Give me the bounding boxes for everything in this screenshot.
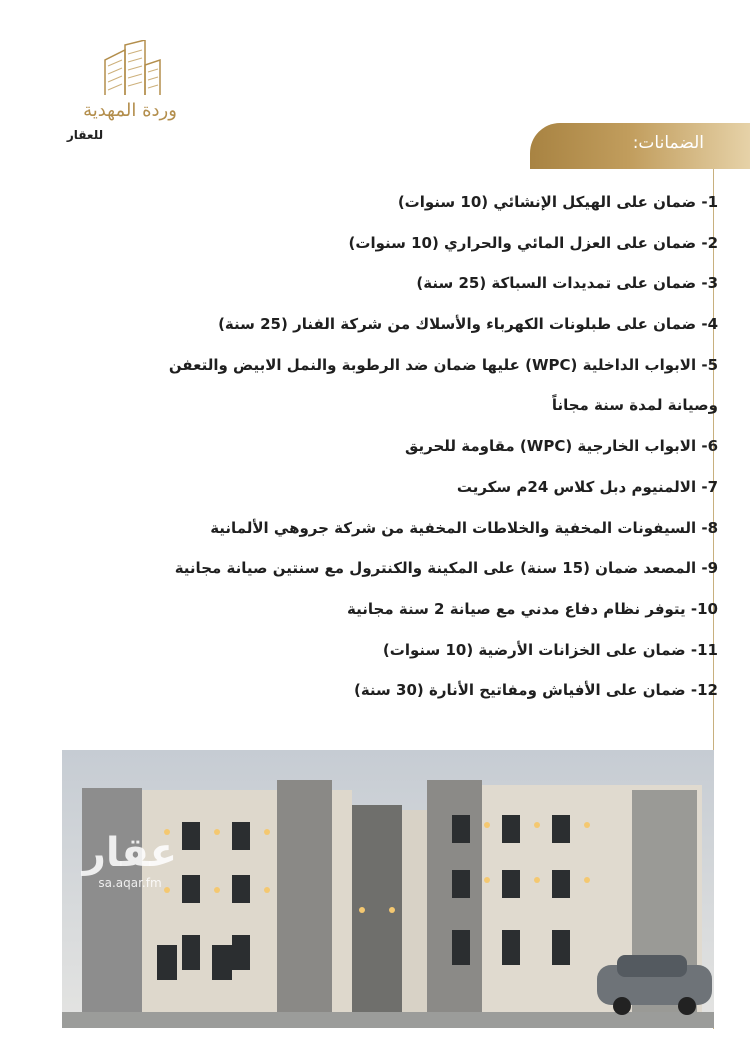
list-item: 10- يتوفر نظام دفاع مدني مع صيانة 2 سنة مجانية [347, 599, 718, 618]
building-logo-icon [100, 40, 170, 100]
section-header [530, 123, 750, 169]
list-item: 8- السيفونات المخفية والخلاطات المخفية من شركة جروهي الألمانية [210, 518, 718, 537]
company-logo [40, 40, 190, 150]
section-title: الضمانات: [632, 133, 704, 153]
watermark-url: sa.aqar.fm [98, 876, 162, 890]
logo-subtitle: للعقار [66, 128, 104, 142]
list-item: 2- ضمان على العزل المائي والحراري (10 سنوات) [348, 233, 718, 252]
watermark-brand: عقار [82, 830, 178, 876]
logo-name: وردة المهدية [83, 100, 177, 121]
list-item: 6- الابواب الخارجية (WPC) مقاومة للحريق [405, 437, 718, 456]
list-item: 1- ضمان على الهيكل الإنشائي (10 سنوات) [397, 193, 718, 211]
list-item: 11- ضمان على الخزانات الأرضية (10 سنوات) [382, 640, 718, 659]
list-item: وصيانة لمدة سنة مجاناً [551, 396, 718, 415]
list-item: 9- المصعد ضمان (15 سنة) على المكينة والكنترول مع سنتين صيانة مجانية [174, 559, 718, 578]
list-item: 7- الالمنيوم دبل كلاس 24م سكريت [456, 477, 718, 496]
list-item: 4- ضمان على طبلونات الكهرباء والأسلاك من شركة الفنار (25 سنة) [218, 315, 718, 334]
guarantees-list [30, 182, 718, 711]
list-item: 12- ضمان على الأفياش ومفاتيح الأنارة (30 سنة) [353, 681, 718, 700]
list-item: 3- ضمان على تمديدات السباكة (25 سنة) [416, 274, 718, 293]
list-item: 5- الابواب الداخلية (WPC) عليها ضمان ضد الرطوبة والنمل الابيض والتعفن [168, 355, 718, 374]
watermark [70, 830, 190, 890]
